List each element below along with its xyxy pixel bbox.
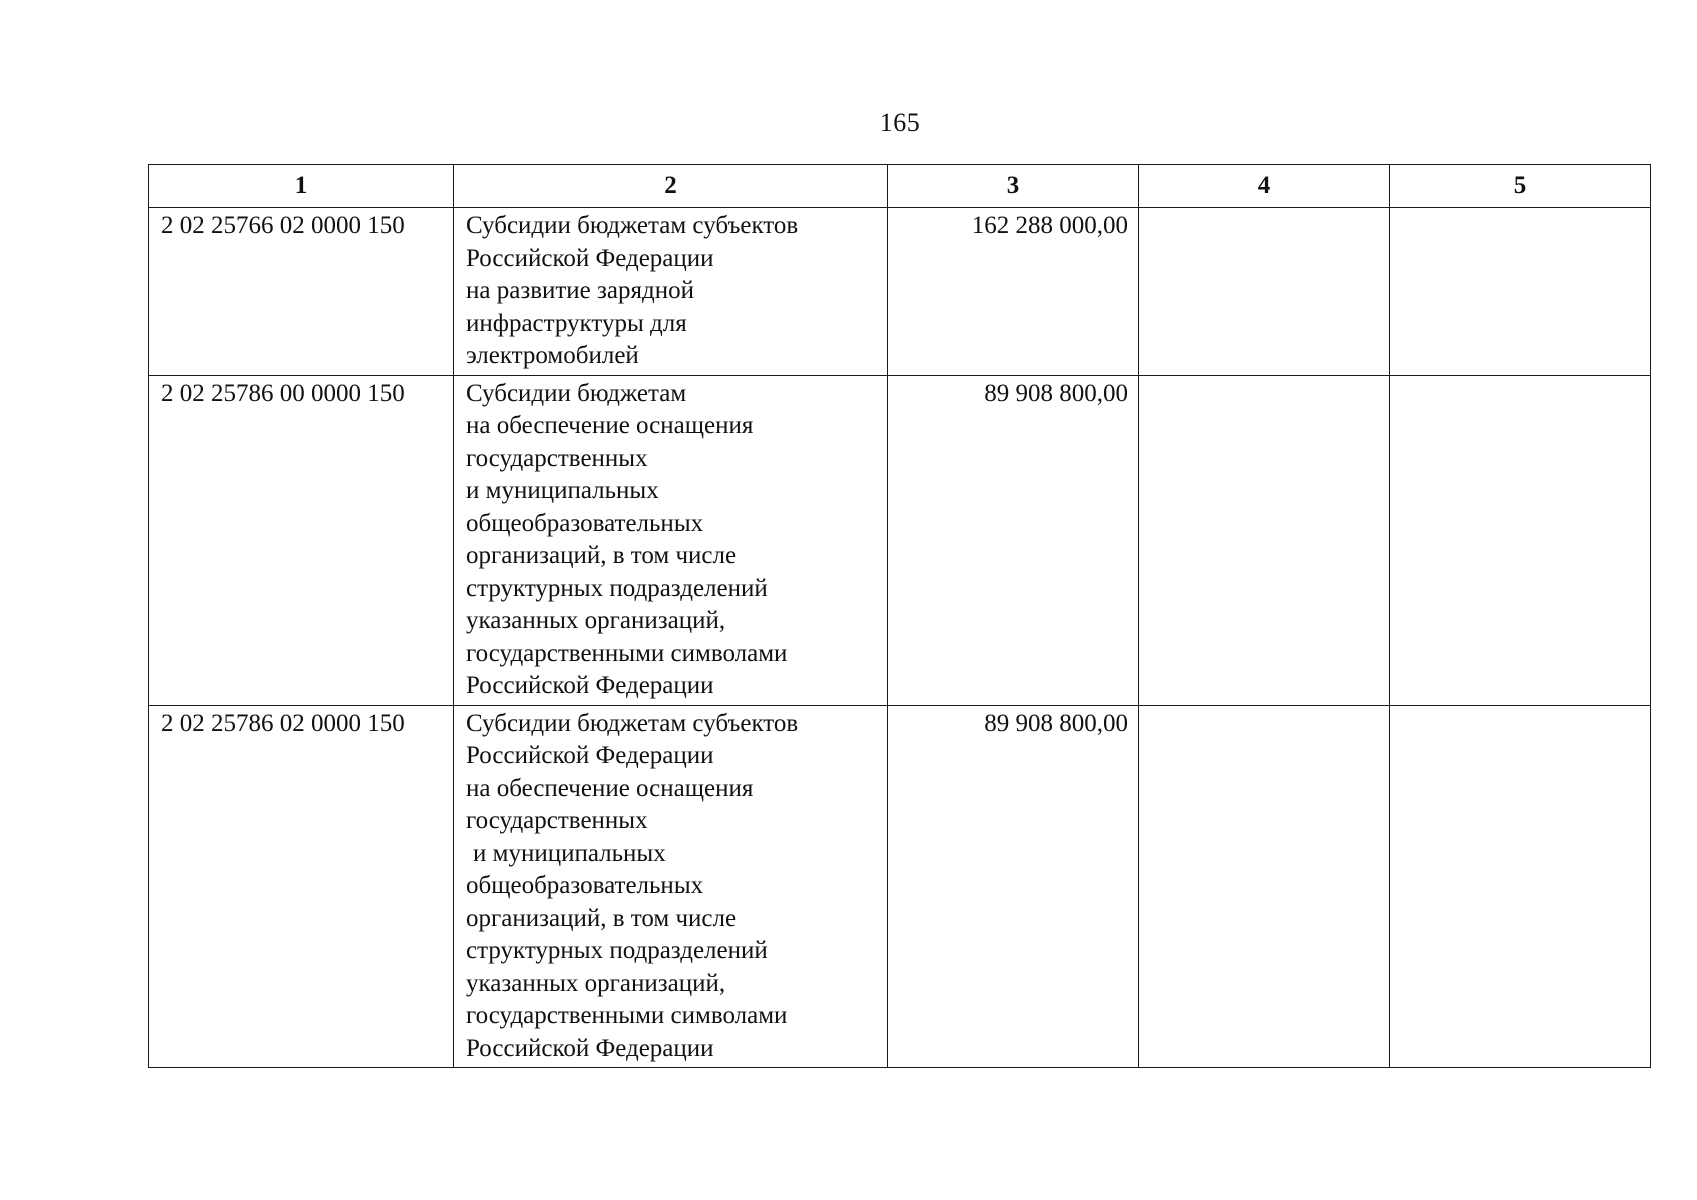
description-line: указанных организаций,	[466, 607, 726, 634]
col5-cell	[1390, 208, 1651, 376]
description-line: Российской Федерации	[466, 244, 714, 272]
col4-cell	[1139, 208, 1390, 376]
table-header-row	[149, 165, 1651, 208]
table-row	[149, 705, 1651, 1068]
description-line: Субсидии бюджетам	[466, 379, 687, 407]
col4-cell	[1139, 705, 1390, 1068]
description-line: Субсидии бюджетам субъектов	[466, 212, 799, 239]
description-line: государственных	[466, 444, 648, 472]
description-line: и муниципальных	[466, 477, 659, 504]
amount-cell: 89 908 800,00	[888, 705, 1139, 1068]
description-line: на обеспечение оснащения	[466, 412, 754, 439]
budget-code-cell: 2 02 25786 00 0000 150	[149, 375, 454, 705]
header-col-3: 3	[888, 165, 1139, 208]
description-line: организаций, в том числе	[466, 904, 737, 932]
description-line: общеобразовательных	[466, 872, 704, 899]
amount-cell: 162 288 000,00	[888, 208, 1139, 376]
col5-cell	[1390, 705, 1651, 1068]
description-line: указанных организаций,	[466, 969, 726, 997]
table-row	[149, 375, 1651, 705]
description-line: государственных	[466, 807, 648, 834]
description-cell	[454, 375, 888, 705]
description-line: и муниципальных	[473, 839, 666, 867]
budget-revenue-table	[148, 164, 1651, 1068]
description-line: Российской Федерации	[466, 1034, 714, 1062]
budget-code-cell: 2 02 25766 02 0000 150	[149, 208, 454, 376]
description-line: Российской Федерации	[466, 742, 714, 769]
description-line: электромобилей	[466, 342, 639, 369]
header-col-1: 1	[149, 165, 454, 208]
description-line: Российской Федерации	[466, 672, 714, 699]
description-line: Субсидии бюджетам субъектов	[466, 709, 799, 737]
header-col-5: 5	[1390, 165, 1651, 208]
table-row	[149, 208, 1651, 376]
description-line: государственными символами	[466, 639, 788, 667]
description-line: организаций, в том числе	[466, 542, 737, 569]
col5-cell	[1390, 375, 1651, 705]
description-line: на обеспечение оснащения	[466, 774, 754, 802]
amount-cell: 89 908 800,00	[888, 375, 1139, 705]
header-col-4: 4	[1139, 165, 1390, 208]
description-line: структурных подразделений	[466, 937, 768, 964]
description-line: инфраструктуры для	[466, 309, 687, 337]
description-line: на развитие зарядной	[466, 277, 694, 304]
description-line: общеобразовательных	[466, 509, 704, 537]
description-cell	[454, 705, 888, 1068]
description-cell	[454, 208, 888, 376]
col4-cell	[1139, 375, 1390, 705]
description-line: структурных подразделений	[466, 574, 768, 602]
description-line: государственными символами	[466, 1002, 788, 1029]
budget-code-cell: 2 02 25786 02 0000 150	[149, 705, 454, 1068]
page-number: 165	[879, 108, 921, 137]
header-col-2: 2	[454, 165, 888, 208]
